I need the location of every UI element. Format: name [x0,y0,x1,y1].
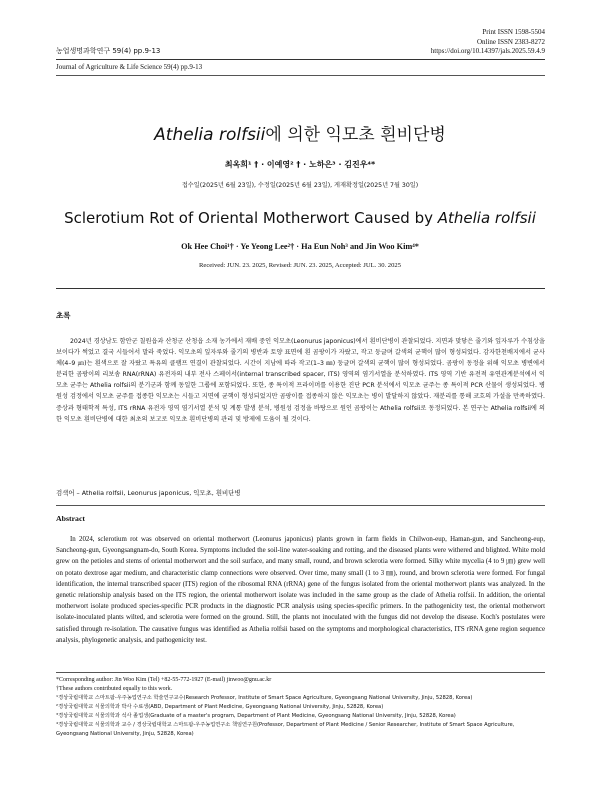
footnote-affiliation-4: ⁴경상국립대학교 식물의학과 교수 / 경상국립대학교 스마트팜-우주농업연구소 책임연구원(Professor, Department of Plant Medicine / Senior Researcher, Institute of Smart Space Agriculture, Gyeongsang National University, Jinju, 52828, Korea) [56,722,515,737]
footnote-corresponding: *Corresponding author: Jin Woo Kim (Tel) +82-55-772-1927 (E-mail) jinwoo@gnu.ac.kr [56,677,272,683]
abstract-en-text: In 2024, sclerotium rot was observed on oriental motherwort (Leonurus japonicus) plants grown in farm fields in Chilwon-eup, Haman-gun, and Sancheong-eup, Sancheong-gun, Gyeongsangnam-do, South Korea. Symptoms included the soil-line water-soaking and rotting, and the diseased plants were withered and blighted. White mold grew on the petioles and stems of oriental motherwort and the soil surface, and many small, round, and brown sclerotia were formed. Silky white mycelia (4 to 9 ㎛) grew well on potato dextrose agar medium, and characteristic clamp connections were observed. Over time, many small (1 to 3 ㎜), round, and brown sclerotia were formed. For fungal identification, the internal transcribed spacer (ITS) region of the ribosomal RNA (rRNA) gene of the fungus isolated from the oriental motherwort plants was analyzed. In the genetic relationship analysis based on the ITS region, the oriental motherwort isolate was included in the same group as the clade of Athelia rolfsii. In addition, the oriental motherwort isolate produced species-specific PCR products in the diagnostic PCR analysis using species-specific primers. In the pathogenicity test, the oriental motherwort isolate-inoculated plants wilted, and sclerotia were formed on the ground. Still, the plants not inoculated with the fungus did not develop the disease. Koch's postulates were satisfied through re-isolation. The causative fungus was identified as Athelia rolfsii based on the symptoms and morphological characteristics, ITS rRNA gene region sequence analysis, phylogenetic analysis, and pathogenicity test. [56,536,545,644]
footnote-affiliation-3: ³경상국립대학교 식물의학과 석사 졸업생(Graduate of a master's program, Department of Plant Medicine, Gyeongsang National University, Jinju, 52828, Korea) [56,713,456,719]
doi-link[interactable]: https://doi.org/10.14397/jals.2025.59.4.9 [430,47,545,55]
authors-ko: 최옥희¹ † · 이예영² † · 노하은³ · 김진우⁴* [224,160,376,169]
online-issn: Online ISSN 2383-8272 [476,38,545,46]
dates-ko: 접수일(2025년 6월 23일), 수정일(2025년 6월 23일), 게재확정일(2025년 7월 30일) [181,182,419,189]
journal-name-ko: 농업생명과학연구 59(4) pp.9-13 [56,47,161,55]
title-en: Sclerotium Rot of Oriental Motherwort Caused by Athelia rolfsii [64,209,536,227]
print-issn: Print ISSN 1598-5504 [482,28,545,36]
dates-en: Received: JUN. 23. 2025, Revised: JUN. 23. 2025, Accepted: JUL. 30. 2025 [199,262,401,269]
header-rule [56,59,545,60]
abstract-ko-heading: 초록 [56,311,71,320]
header-rule-2 [56,75,545,76]
authors-en: Ok Hee Choi¹† · Ye Yeong Lee²† · Ha Eun Noh³ and Jin Woo Kim⁴* [181,242,419,251]
footnote-rule [56,672,545,673]
footnote-affiliation-1: ¹경상국립대학교 스마트팜-우주농업연구소 학술연구교수(Research Professor, Institute of Smart Space Agriculture, Gyeongsang National University, Jinju, 52828, Korea) [56,695,473,701]
journal-name-en: Journal of Agriculture & Life Science 59(4) pp.9-13 [56,63,203,71]
abstract-rule-top [56,288,545,289]
title-ko: Athelia rolfsii에 의한 익모초 흰비단병 [154,125,446,145]
abstract-en-heading: Abstract [56,514,86,523]
footnote-affiliation-2: ²경상국립대학교 식물의학과 박사 수료생(ABD, Department of Plant Medicine, Gyeongsang National University, Jinju, 52828, Korea) [56,704,384,710]
keywords-ko: 검색어 – Athelia rolfsii, Leonurus japonicus, 익모초, 흰비단병 [56,489,241,497]
footnote-equal-contribution: †These authors contributed equally to this work. [56,686,173,692]
abstract-rule-mid [56,505,545,506]
abstract-ko-text: 2024년 경상남도 함안군 칠원읍과 산청군 산청읍 소재 농가에서 재배 중인 익모초(Leonurus japonicus)에서 흰비단병이 관찰되었다. 지면과 맞닿은 줄기와 잎자루가 수침상을 보이다가 썩었고 결국 시들어서 말라 죽었다. 익모초의 잎자루와 줄기의 병반과 토양 표면에 흰 곰팡이가 자랐고, 작고 둥글며 갈색의 균핵이 많이 형성되었다. 감자한천배지에서 균사체(4–9 ㎛)는 흰색으로 잘 자랐고 특유의 클램프 연결이 관찰되었다. 시간이 지남에 따라 작고(1–3 ㎜) 둥글며 갈색의 균핵이 많이 형성되었다. 곰팡이 동정을 위해 익모초 병변에서 분리한 곰팡이의 리보솜 RNA(rRNA) 유전자의 내부 전사 스페이서(internal transcribed spacer, ITS) 영역의 염기서열을 분석하였다. ITS 영역 기반 유전적 유연관계분석에서 익모초 균주는 Athelia rolfsii의 분기군과 함께 동일한 그룹에 포함되었다. 또한, 종 특이적 프라이머를 이용한 진단 PCR 분석에서 익모초 균주는 종 특이적 PCR 산물이 생성되었다. 병원성 검정에서 익모초 균주를 접종한 익모초는 시들고 지면에 균핵이 형성되었지만 곰팡이를 접종하지 않은 익모초는 병이 발달하지 않았다. 재분리를 통해 코흐의 가설을 만족하였다. 증상과 형태학적 특성, ITS rRNA 유전자 영역 염기서열 분석 및 계통 발생 분석, 병원성 검정을 바탕으로 원인 곰팡이는 Athelia rolfsii로 동정되었다. 본 연구는 Athelia rolfsii에 의한 익모초 흰비단병에 대한 최초의 보고로 익모초 흰비단병의 관리 및 방제에 도움이 될 것이다. [56,338,545,423]
